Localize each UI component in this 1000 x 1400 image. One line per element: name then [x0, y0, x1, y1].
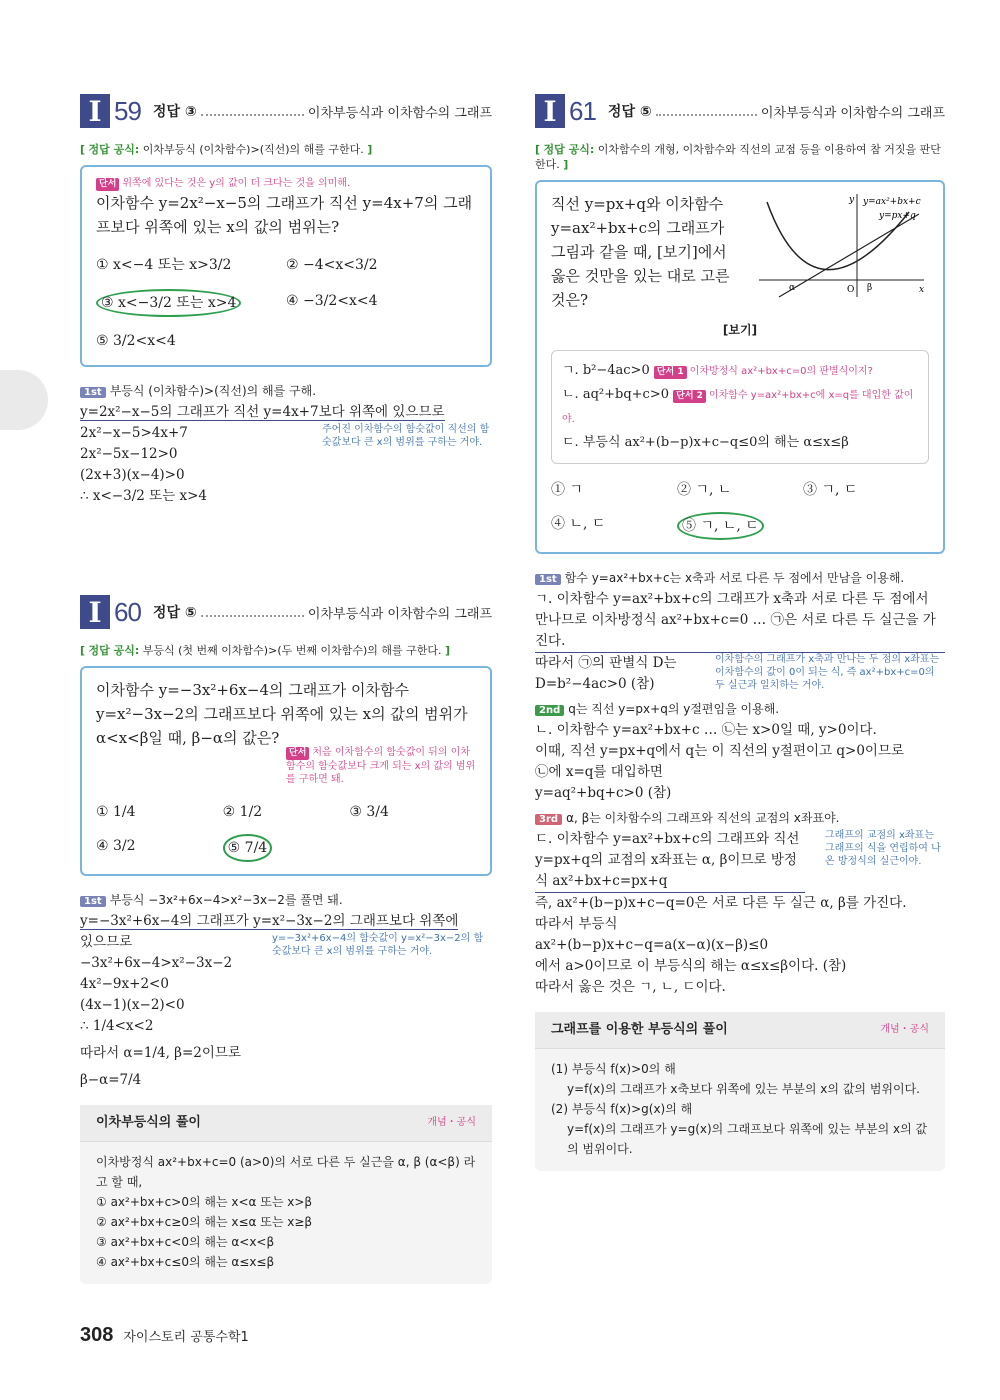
- side-note: y=−3x²+6x−4의 함숫값이 y=x²−3x−2의 함숫값보다 큰 x의 범위를 구하는 거야.: [272, 933, 484, 957]
- question-text: 이차함수 y=−3x²+6x−4의 그래프가 이차함수 y=x²−3x−2의 그래프보다 위쪽에 있는 x의 값의 범위가 α<x<β일 때, β−α의 값은?: [96, 681, 468, 747]
- answer-formula: [ 정답 공식: 부등식 (첫 번째 이차함수)>(두 번째 이차함수)의 해를 구한다. ]: [80, 644, 451, 657]
- choice-5[interactable]: ⑤ 7/4: [223, 834, 350, 862]
- choice-4[interactable]: ④ −3/2<x<4: [286, 293, 378, 309]
- side-tab: [0, 370, 48, 430]
- question-text: 이차함수 y=2x²−x−5의 그래프가 직선 y=4x+7의 그래프보다 위쪽에 있는 x의 값의 범위는?: [96, 194, 473, 236]
- concept-box: 이차부등식의 풀이 개념・공식 이차방정식 ax²+bx+c=0 (a>0)의 서로 다른 두 실근을 α, β (α<β) 라고 할 때, ① ax²+bx+c>0의 해는 x<α 또는 x>β ② ax²+bx+c≥0의 해는 x≤α 또는 x≥β ③ ax²+bx+c<0의 해는 α<x<β ④ ax²+bx+c≤0의 해는 α≤x≤β: [80, 1105, 492, 1284]
- answer-formula: [ 정답 공식: 이차부등식 (이차함수)>(직선)의 해를 구한다. ]: [80, 143, 373, 156]
- bogi-title: [보기]: [722, 323, 758, 337]
- category: 이차부등식과 이차함수의 그래프: [307, 105, 492, 121]
- section-i-badge: I: [80, 94, 110, 128]
- question-text: 직선 y=px+q와 이차함수 y=ax²+bx+c의 그래프가 그림과 같을 때, [보기]에서 옳은 것만을 있는 대로 고른 것은?: [551, 195, 730, 309]
- solution-61: 1st 함수 y=ax²+bx+c는 x축과 서로 다른 두 점에서 만남을 이용해. ㄱ. 이차함수 y=ax²+bx+c의 그래프가 x축과 서로 다른 두 점에서 만나므로 이차방정식 ax²+bx+c=0 … ㉠은 서로 다른 두 실근을 가진다. 따라서 ㉠의 판별식 D는 D=b²−4ac>0 (참) 이차함수의 그래프가 x축과 만나는 두 점의 x좌표는 이차함수의 값이 0이 되는 식, 즉 ax²+bx+c=0의 두 실근과 일치하는 거야. 2nd q는 직선 y=px+q의 y절편임을 이용해. ㄴ. 이차함수 y=ax²+bx+c … ㉡는 x>0일 때, y>0이다. 이때, 직선 y=px+q에서 q는 이 직선의 y절편이고 q>0이므로 ㉡에 x=q를 대입하면 y=aq²+bq+c>0 (참) 3rd α, β는 이차함수의 그래프와 직선의 교점의 x좌표야. ㄷ. 이차함수 y=ax²+bx+c의 그래프와 직선 y=px+q의 교점의 x좌표는 α, β이므로 방정식 ax²+bx+c=px+q 그래프의 교점의 x좌표는 그래프의 식을 연립하여 나온 방정식의 실근이야. 즉, ax²+(b−p)x+c−q=0은 서로 다른 두 실근 α, β를 가진다. 따라서 부등식 ax²+(b−p)x+c−q=a(x−α)(x−β)≤0 에서 a>0이므로 이 부등식의 해는 α≤x≤β이다. (참) 따라서 옳은 것은 ㄱ, ㄴ, ㄷ이다.: [535, 568, 945, 998]
- clue: 단서 처음 이차함수의 함숫값이 뒤의 이차함수의 함숫값보다 크게 되는 x의 값의 범위를 구하면 돼.: [286, 747, 476, 785]
- svg-text:O: O: [847, 285, 855, 295]
- choice-3[interactable]: ③ 3/4: [349, 804, 389, 820]
- book-title: 자이스토리 공통수학1: [123, 1330, 249, 1345]
- bogi-box: ㄱ. b²−4ac>0 단서 1 이차방정식 ax²+bx+c=0의 판별식이지? ㄴ. aq²+bq+c>0 단서 2 이차함수 y=ax²+bx+c에 x=q를 대입한 값이야. ㄷ. 부등식 ax²+(b−p)x+c−q≤0의 해는 α≤x≤β: [551, 350, 929, 464]
- solution-60: 1st 부등식 −3x²+6x−4>x²−3x−2를 풀면 돼. y=−3x²+6x−4의 그래프가 y=x²−3x−2의 그래프보다 위쪽에 있으므로 −3x²+6x−4>x²−3x−2 y=−3x²+6x−4의 함숫값이 y=x²−3x−2의 함숫값보다 큰 x의 범위를 구하는 거야. 4x²−9x+2<0 (4x−1)(x−2)<0 ∴ 1/4<x<2 따라서 α=1/4, β=2이므로 β−α=7/4: [80, 890, 492, 1091]
- clue: 단서 위쪽에 있다는 것은 y의 값이 더 크다는 것을 의미해.: [96, 177, 476, 191]
- side-note: 주어진 이차함수의 함숫값이 직선의 함숫값보다 큰 x의 범위를 구하는 거야.: [322, 424, 490, 448]
- choice-1[interactable]: ① 1/4: [96, 804, 136, 820]
- problem-60-box: [80, 666, 492, 876]
- svg-text:β: β: [867, 283, 873, 293]
- left-column: [80, 88, 492, 1284]
- choice-5[interactable]: ⑤ 3/2<x<4: [96, 333, 176, 349]
- choice-1[interactable]: ① x<−4 또는 x>3/2: [96, 257, 232, 273]
- problem-number: 59: [114, 95, 141, 126]
- solution-59: 1st 부등식 (이차함수)>(직선)의 해를 구해. y=2x²−x−5의 그래프가 직선 y=4x+7보다 위쪽에 있으므로 2x²−x−5>4x+7 2x²−5x−12>0 (2x+3)(x−4)>0 ∴ x<−3/2 또는 x>4 주어진 이차함수의 함숫값이 직선의 함숫값보다 큰 x의 범위를 구하는 거야.: [80, 381, 492, 507]
- page-number: 308: [80, 1324, 114, 1346]
- concept-box: 그래프를 이용한 부등식의 풀이 개념・공식 (1) 부등식 f(x)>0의 해 y=f(x)의 그래프가 x축보다 위쪽에 있는 부분의 x의 값의 범위이다. (2) 부등식 f(x)>g(x)의 해 y=f(x)의 그래프가 y=g(x)의 그래프보다 위쪽에 있는 부분의 x의 값의 범위이다.: [535, 1012, 945, 1171]
- right-column: [535, 88, 945, 1171]
- choice-4[interactable]: ④ 3/2: [96, 838, 136, 854]
- problem-61-box: [535, 180, 945, 554]
- choice-2[interactable]: ② 1/2: [222, 804, 263, 820]
- problem-59-box: [80, 165, 492, 367]
- choices: [96, 800, 476, 862]
- graph: [759, 192, 929, 302]
- svg-text:x: x: [919, 285, 925, 295]
- problem-59-header: [80, 88, 492, 134]
- problem-61-header: I 61 정답 ⑤ 이차부등식과 이차함수의 그래프: [535, 88, 945, 134]
- svg-text:y=ax²+bx+c: y=ax²+bx+c: [863, 197, 921, 207]
- svg-text:y: y: [849, 195, 855, 205]
- choice-2[interactable]: ② −4<x<3/2: [286, 257, 378, 273]
- choices: ① ㄱ ② ㄱ, ㄴ ③ ㄱ, ㄷ ④ ㄴ, ㄷ ⑤ ㄱ, ㄴ, ㄷ: [551, 478, 929, 540]
- svg-text:y=px+q: y=px+q: [879, 211, 916, 221]
- problem-60-header: I 60 정답 ⑤ 이차부등식과 이차함수의 그래프: [80, 589, 492, 635]
- answer-formula: [ 정답 공식: 이차함수의 개형, 이차함수와 직선의 교점 등을 이용하여 참 거짓을 판단한다. ]: [535, 143, 941, 171]
- svg-text:α: α: [789, 283, 796, 293]
- choice-3[interactable]: ③ x<−3/2 또는 x>4: [96, 289, 286, 317]
- choices: [96, 253, 476, 353]
- footer: [80, 1324, 249, 1347]
- answer-label: 정답 ③: [152, 104, 197, 120]
